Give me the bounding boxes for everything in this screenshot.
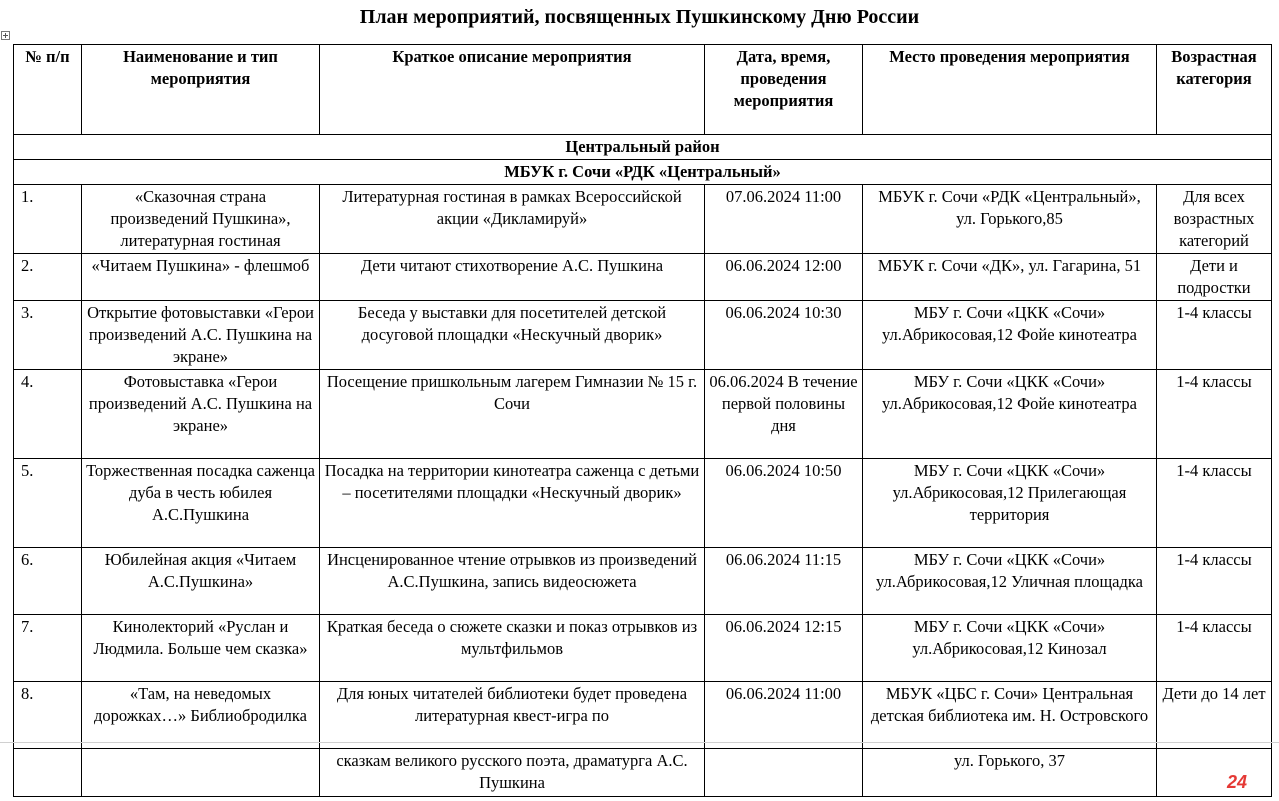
cell-description: Дети читают стихотворение А.С. Пушкина bbox=[320, 254, 705, 301]
table-row bbox=[14, 301, 1272, 370]
cell-description: Краткая беседа о сюжете сказки и показ отрывков из мультфильмов bbox=[320, 615, 705, 682]
cell-date: 06.06.2024 12:00 bbox=[705, 254, 863, 301]
table-row bbox=[14, 459, 1272, 548]
cell-num bbox=[14, 749, 82, 797]
cell-num: 6. bbox=[14, 548, 82, 615]
cell-place: МБУ г. Сочи «ЦКК «Сочи» ул.Абрикосовая,12 Кинозал bbox=[863, 615, 1157, 682]
cell-place: МБУ г. Сочи «ЦКК «Сочи» ул.Абрикосовая,12 Фойе кинотеатра bbox=[863, 370, 1157, 459]
cell-num: 5. bbox=[14, 459, 82, 548]
cell-description: Беседа у выставки для посетителей детской досуговой площадки «Нескучный дворик» bbox=[320, 301, 705, 370]
cell-num: 4. bbox=[14, 370, 82, 459]
header-description: Краткое описание мероприятия bbox=[320, 45, 705, 135]
cell-num: 7. bbox=[14, 615, 82, 682]
cell-num: 1. bbox=[14, 185, 82, 254]
cell-date: 06.06.2024 10:50 bbox=[705, 459, 863, 548]
header-date: Дата, время, проведения мероприятия bbox=[705, 45, 863, 135]
cell-date: 06.06.2024 11:00 bbox=[705, 682, 863, 749]
cell-date: 06.06.2024 12:15 bbox=[705, 615, 863, 682]
cell-date: 06.06.2024 11:15 bbox=[705, 548, 863, 615]
cell-name: Открытие фотовыставки «Герои произведений А.С. Пушкина на экране» bbox=[82, 301, 320, 370]
cell-name: Фотовыставка «Герои произведений А.С. Пушкина на экране» bbox=[82, 370, 320, 459]
cell-place: МБУК «ЦБС г. Сочи» Центральная детская библиотека им. Н. Островского bbox=[863, 682, 1157, 749]
cell-age: Дети и подростки bbox=[1157, 254, 1272, 301]
cell-name bbox=[82, 749, 320, 797]
cell-name: Кинолекторий «Руслан и Людмила. Больше чем сказка» bbox=[82, 615, 320, 682]
cell-date: 06.06.2024 В течение первой половины дня bbox=[705, 370, 863, 459]
cell-description: Литературная гостиная в рамках Всероссийской акции «Дикламируй» bbox=[320, 185, 705, 254]
events-table-continuation bbox=[13, 748, 1272, 797]
header-row bbox=[14, 45, 1272, 135]
table-move-handle-icon[interactable] bbox=[1, 31, 10, 40]
cell-age: Дети до 14 лет bbox=[1157, 682, 1272, 749]
cell-place: МБУ г. Сочи «ЦКК «Сочи» ул.Абрикосовая,12 Уличная площадка bbox=[863, 548, 1157, 615]
cell-description: Посещение пришкольным лагерем Гимназии № 15 г. Сочи bbox=[320, 370, 705, 459]
cell-name: «Читаем Пушкина» - флешмоб bbox=[82, 254, 320, 301]
table-row bbox=[14, 370, 1272, 459]
page-title: План мероприятий, посвященных Пушкинскому Дню России bbox=[359, 6, 920, 28]
cell-name: «Сказочная страна произведений Пушкина», литературная гостиная bbox=[82, 185, 320, 254]
organization-row: МБУК г. Сочи «РДК «Центральный» bbox=[14, 160, 1272, 185]
header-age: Возрастная категория bbox=[1157, 45, 1272, 135]
cell-name: «Там, на неведомых дорожках…» Библиобродилка bbox=[82, 682, 320, 749]
cell-age: 1-4 классы bbox=[1157, 615, 1272, 682]
cell-description: Посадка на территории кинотеатра саженца с детьми – посетителями площадки «Нескучный дворик» bbox=[320, 459, 705, 548]
watermark-logo: 24 bbox=[1226, 772, 1247, 792]
cell-num: 8. bbox=[14, 682, 82, 749]
cell-date: 07.06.2024 11:00 bbox=[705, 185, 863, 254]
cell-age bbox=[1157, 749, 1272, 797]
cell-place: МБУК г. Сочи «ДК», ул. Гагарина, 51 bbox=[863, 254, 1157, 301]
cell-place: МБУК г. Сочи «РДК «Центральный», ул. Горького,85 bbox=[863, 185, 1157, 254]
cell-place: МБУ г. Сочи «ЦКК «Сочи» ул.Абрикосовая,12 Прилегающая территория bbox=[863, 459, 1157, 548]
header-name: Наименование и тип мероприятия bbox=[82, 45, 320, 135]
table-row bbox=[14, 749, 1272, 797]
cell-description: сказкам великого русского поэта, драматурга А.С. Пушкина bbox=[320, 749, 705, 797]
cell-date: 06.06.2024 10:30 bbox=[705, 301, 863, 370]
cell-place: ул. Горького, 37 bbox=[863, 749, 1157, 797]
cell-age: 1-4 классы bbox=[1157, 548, 1272, 615]
cell-description: Для юных читателей библиотеки будет проведена литературная квест-игра по bbox=[320, 682, 705, 749]
cell-date bbox=[705, 749, 863, 797]
cell-name: Торжественная посадка саженца дуба в честь юбилея А.С.Пушкина bbox=[82, 459, 320, 548]
cell-num: 2. bbox=[14, 254, 82, 301]
cell-num: 3. bbox=[14, 301, 82, 370]
cell-age: Для всех возрастных категорий bbox=[1157, 185, 1272, 254]
page-break-divider bbox=[0, 742, 1279, 743]
header-num: № п/п bbox=[14, 45, 82, 135]
cell-name: Юбилейная акция «Читаем А.С.Пушкина» bbox=[82, 548, 320, 615]
cell-age: 1-4 классы bbox=[1157, 459, 1272, 548]
district-row: Центральный район bbox=[14, 135, 1272, 160]
table-row bbox=[14, 185, 1272, 254]
table-row bbox=[14, 548, 1272, 615]
cell-age: 1-4 классы bbox=[1157, 370, 1272, 459]
table-row bbox=[14, 615, 1272, 682]
cell-description: Инсценированное чтение отрывков из произведений А.С.Пушкина, запись видеосюжета bbox=[320, 548, 705, 615]
events-table bbox=[13, 44, 1272, 749]
table-row bbox=[14, 254, 1272, 301]
header-place: Место проведения мероприятия bbox=[863, 45, 1157, 135]
cell-age: 1-4 классы bbox=[1157, 301, 1272, 370]
table-row bbox=[14, 682, 1272, 749]
cell-place: МБУ г. Сочи «ЦКК «Сочи» ул.Абрикосовая,12 Фойе кинотеатра bbox=[863, 301, 1157, 370]
